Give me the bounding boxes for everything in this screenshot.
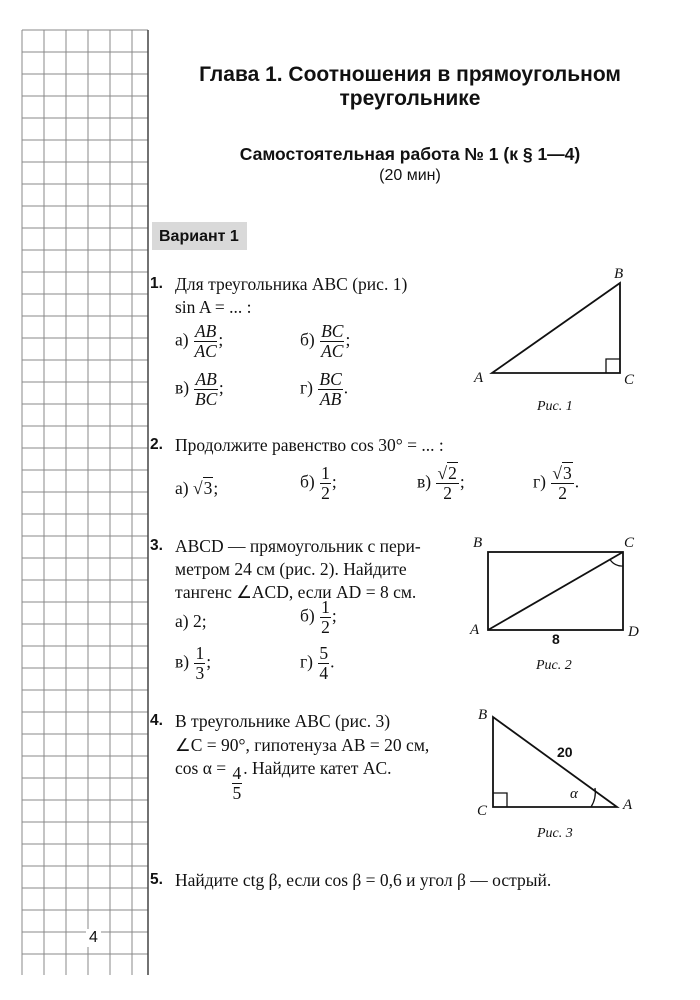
figure-2-vertex-a: A — [470, 622, 480, 638]
grid-margin — [0, 0, 150, 1000]
problem-3-option-c[interactable]: в) $\frac{1}{3}$ ; — [175, 643, 212, 683]
figure-2-rectangle — [470, 540, 650, 640]
problem-2-option-a[interactable]: а) √3; — [175, 478, 219, 498]
problem-1-option-b[interactable]: б) $\frac{BC}{AC}$ ; — [300, 321, 351, 361]
problem-5-text: Найдите ctg β, если cos β = 0,6 и угол β — острый. — [175, 870, 552, 890]
problem-4-number: 4. — [150, 712, 163, 729]
problem-4-text-line2: ∠C = 90°, гипотенуза AB = 20 см, — [175, 735, 430, 755]
problem-3-text-line3: тангенс ∠ACD, если AD = 8 см. — [175, 582, 417, 602]
figure-3-caption: Рис. 3 — [537, 826, 573, 841]
problem-1-option-a[interactable]: а) $\frac{AB}{AC}$ ; — [175, 321, 224, 361]
problem-1-text-line1: Для треугольника ABC (рис. 1) — [175, 274, 408, 294]
problem-1-option-c[interactable]: в) $\frac{AB}{BC}$ ; — [175, 369, 224, 409]
figure-2-vertex-b: B — [473, 535, 483, 551]
figure-3-vertex-a: A — [623, 797, 633, 813]
figure-2-vertex-d: D — [628, 624, 639, 640]
problem-2-text: Продолжите равенство cos 30° = ... : — [175, 435, 444, 455]
problem-3-text-line1: ABCD — прямоугольник с пери- — [175, 536, 421, 556]
chapter-title: Глава 1. Соотношения в прямоугольном треугольнике — [199, 63, 621, 110]
problem-3-option-b[interactable]: б) $\frac{1}{2}$ ; — [300, 597, 337, 637]
problem-2-option-b[interactable]: б) $\frac{1}{2}$ ; — [300, 463, 337, 503]
figure-3-vertex-b: B — [478, 707, 488, 723]
problem-3-number: 3. — [150, 537, 163, 554]
problem-2-option-c[interactable]: в) $\frac{√2}{2}$ ; — [417, 463, 465, 503]
problem-3-option-d[interactable]: г) $\frac{5}{4}$ . — [300, 643, 335, 683]
problem-2-option-d[interactable]: г) $\frac{√3}{2}$ . — [533, 463, 580, 503]
figure-3-angle-label: α — [570, 786, 578, 802]
figure-1-vertex-b: B — [614, 266, 624, 282]
problem-1-number: 1. — [150, 275, 163, 292]
problem-3-option-a[interactable]: а) 2; — [175, 611, 207, 631]
figure-2-vertex-c: C — [624, 535, 635, 551]
problem-3-text-line2: метром 24 см (рис. 2). Найдите — [175, 559, 407, 579]
figure-1-caption: Рис. 1 — [537, 399, 573, 414]
figure-1-triangle — [470, 265, 650, 395]
work-title: Самостоятельная работа № 1 (к § 1—4) — [239, 144, 581, 164]
figure-3-triangle — [480, 705, 640, 820]
page-number: 4 — [86, 929, 101, 947]
variant-badge: Вариант 1 — [152, 222, 247, 250]
problem-5-number: 5. — [150, 871, 163, 888]
problem-1-text-line2: sin A = ... : — [175, 297, 252, 317]
figure-3-vertex-c: C — [477, 803, 488, 819]
figure-1-vertex-a: A — [474, 370, 484, 386]
problem-4-text-line1: В треугольнике ABC (рис. 3) — [175, 711, 391, 731]
figure-2-caption: Рис. 2 — [536, 658, 572, 673]
problem-4-text-line3: cos α = $\frac{4}{5}$ . Найдите катет AC. — [175, 758, 392, 803]
figure-2-side-label: 8 — [552, 631, 560, 647]
figure-1-vertex-c: C — [624, 372, 635, 388]
problem-1-option-d[interactable]: г) $\frac{BC}{AB}$ . — [300, 369, 349, 409]
figure-3-side-label: 20 — [557, 744, 573, 760]
work-duration: (20 мин) — [379, 167, 441, 184]
problem-2-number: 2. — [150, 436, 163, 453]
